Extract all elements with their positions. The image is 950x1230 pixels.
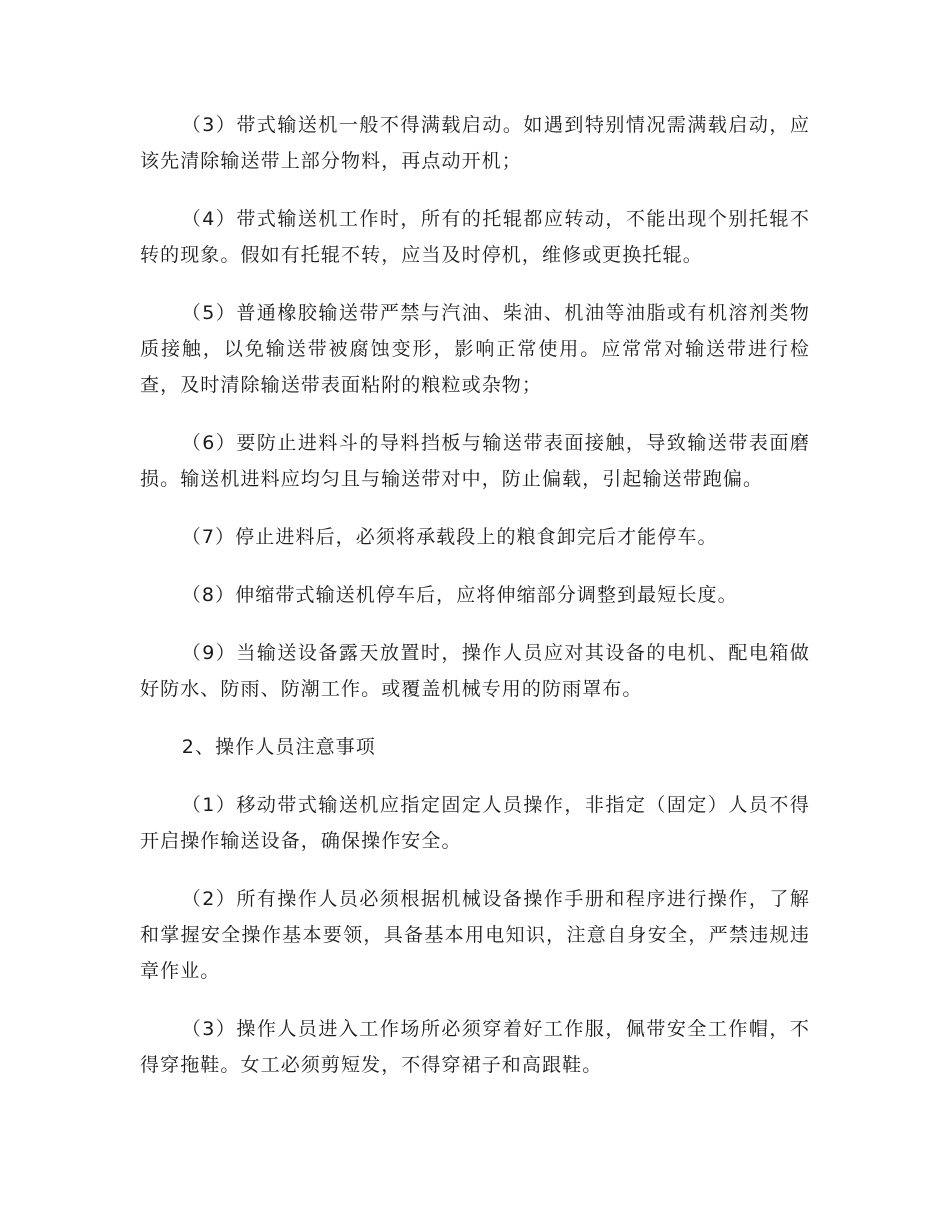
paragraph-retract-telescopic: （8）伸缩带式输送机停车后，应将伸缩部分调整到最短长度。 (181, 584, 738, 606)
paragraph-outdoor-protection: （9）当输送设备露天放置时，操作人员应对其设备的电机、配电箱做好防水、防雨、防潮工作。或覆盖机械专用的防雨罩布。 (140, 642, 810, 700)
paragraph-guide-baffle-wear: （6）要防止进料斗的导料挡板与输送带表面接触，导致输送带表面磨损。输送机进料应均匀且与输送带对中，防止偏载，引起输送带跑偏。 (140, 432, 810, 490)
paragraph-follow-manual: （2）所有操作人员必须根据机械设备操作手册和程序进行操作，了解和掌握安全操作基本要领，具备基本用电知识，注意自身安全，严禁违规违章作业。 (140, 888, 810, 982)
paragraph-rubber-belt-oil-contact: （5）普通橡胶输送带严禁与汽油、柴油、机油等油脂或有机溶剂类物质接触，以免输送带被腐蚀变形，影响正常使用。应常常对输送带进行检查，及时清除输送带表面粘附的粮粒或杂物； (140, 302, 810, 396)
document-body (140, 107, 810, 1105)
paragraph-work-clothing: （3）操作人员进入工作场所必须穿着好工作服，佩带安全工作帽，不得穿拖鞋。女工必须剪短发，不得穿裙子和高跟鞋。 (140, 1018, 810, 1076)
paragraph-idlers-must-rotate: （4）带式输送机工作时，所有的托辊都应转动，不能出现个别托辊不转的现象。假如有托辊不转，应当及时停机，维修或更换托辊。 (140, 208, 810, 266)
paragraph-designated-operators: （1）移动带式输送机应指定固定人员操作，非指定（固定）人员不得开启操作输送设备，确保操作安全。 (140, 794, 810, 852)
section-heading-operator-notes: 2、操作人员注意事项 (181, 736, 376, 758)
paragraph-belt-no-full-load-start: （3）带式输送机一般不得满载启动。如遇到特别情况需满载启动，应该先清除输送带上部分物料，再点动开机； (140, 114, 810, 172)
paragraph-unload-before-stop: （7）停止进料后，必须将承载段上的粮食卸完后才能停车。 (181, 526, 718, 548)
